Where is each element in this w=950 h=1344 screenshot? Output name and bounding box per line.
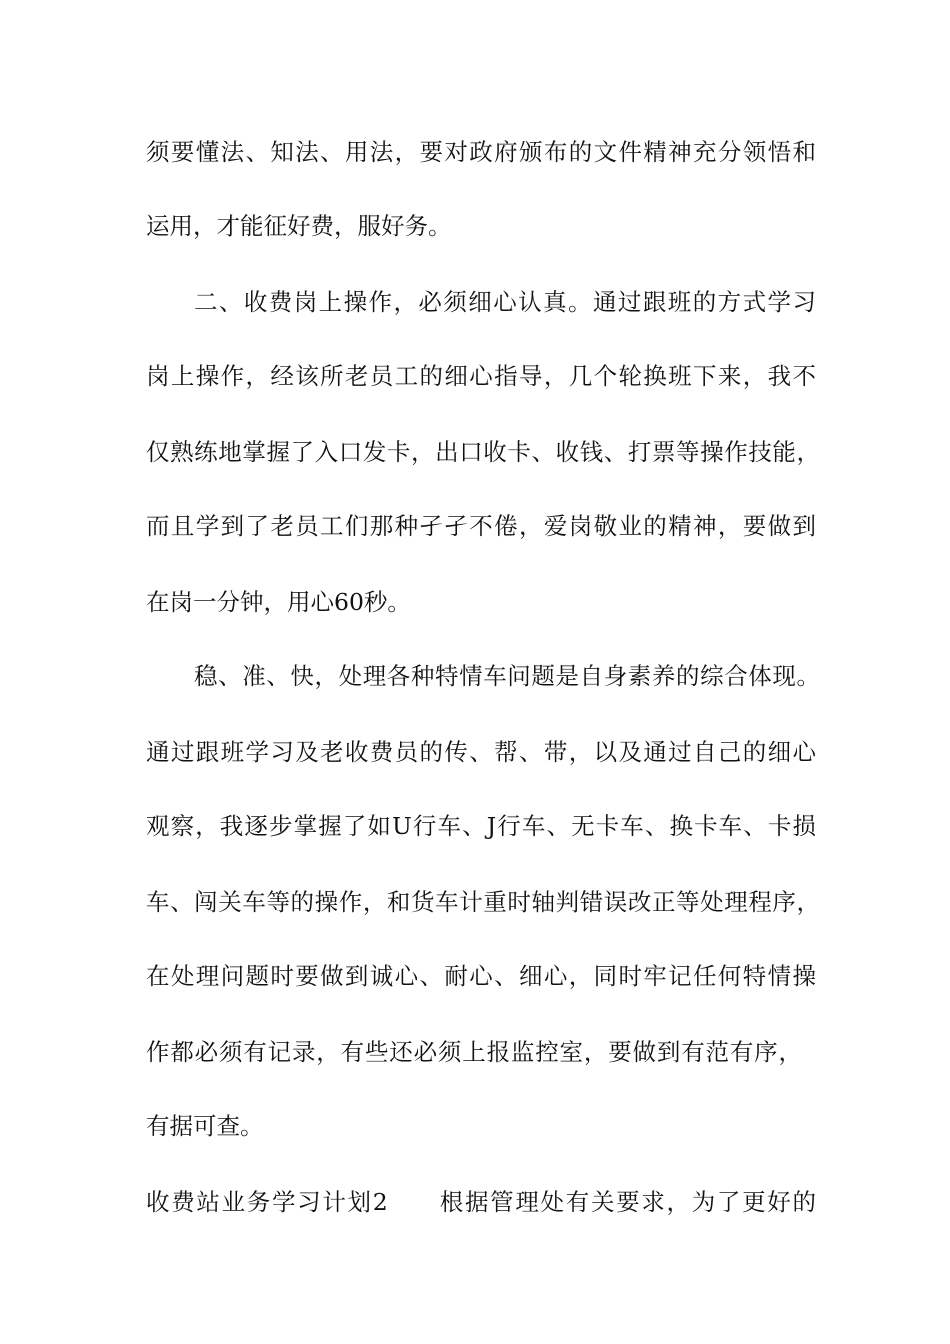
text-line-6: 而且学到了老员工们那种孑孑不倦，爱岗敬业的精神，要做到 <box>146 512 816 540</box>
text-line-4: 岗上操作，经该所老员工的细心指导，几个轮换班下来，我不 <box>146 362 816 390</box>
text-line-9: 通过跟班学习及老收费员的传、帮、带，以及通过自己的细心 <box>146 738 816 766</box>
text-line-11: 车、闯关车等的操作，和货车计重时轴判错误改正等处理程序， <box>146 888 820 916</box>
text-line-14: 有据可查。 <box>146 1112 264 1140</box>
text-line-7: 在岗一分钟，用心60秒。 <box>146 588 411 616</box>
text-line-13: 作都必须有记录，有些还必须上报监控室，要做到有范有序， <box>146 1038 802 1066</box>
text-line-12: 在处理问题时要做到诚心、耐心、细心，同时牢记任何特情操 <box>146 962 816 990</box>
text-line-10: 观察，我逐步掌握了如U行车、J行车、无卡车、换卡车、卡损 <box>146 812 816 840</box>
text-line-5: 仅熟练地掌握了入口发卡，出口收卡、收钱、打票等操作技能， <box>146 438 820 466</box>
text-line-2: 运用，才能征好费，服好务。 <box>146 212 452 240</box>
text-line-15: 收费站业务学习计划2 根据管理处有关要求，为了更好的 <box>146 1188 816 1216</box>
text-line-8: 稳、准、快，处理各种特情车问题是自身素养的综合体现。 <box>194 662 820 690</box>
text-line-1: 须要懂法、知法、用法，要对政府颁布的文件精神充分领悟和 <box>146 138 816 166</box>
text-line-3: 二、收费岗上操作，必须细心认真。通过跟班的方式学习 <box>194 288 816 316</box>
